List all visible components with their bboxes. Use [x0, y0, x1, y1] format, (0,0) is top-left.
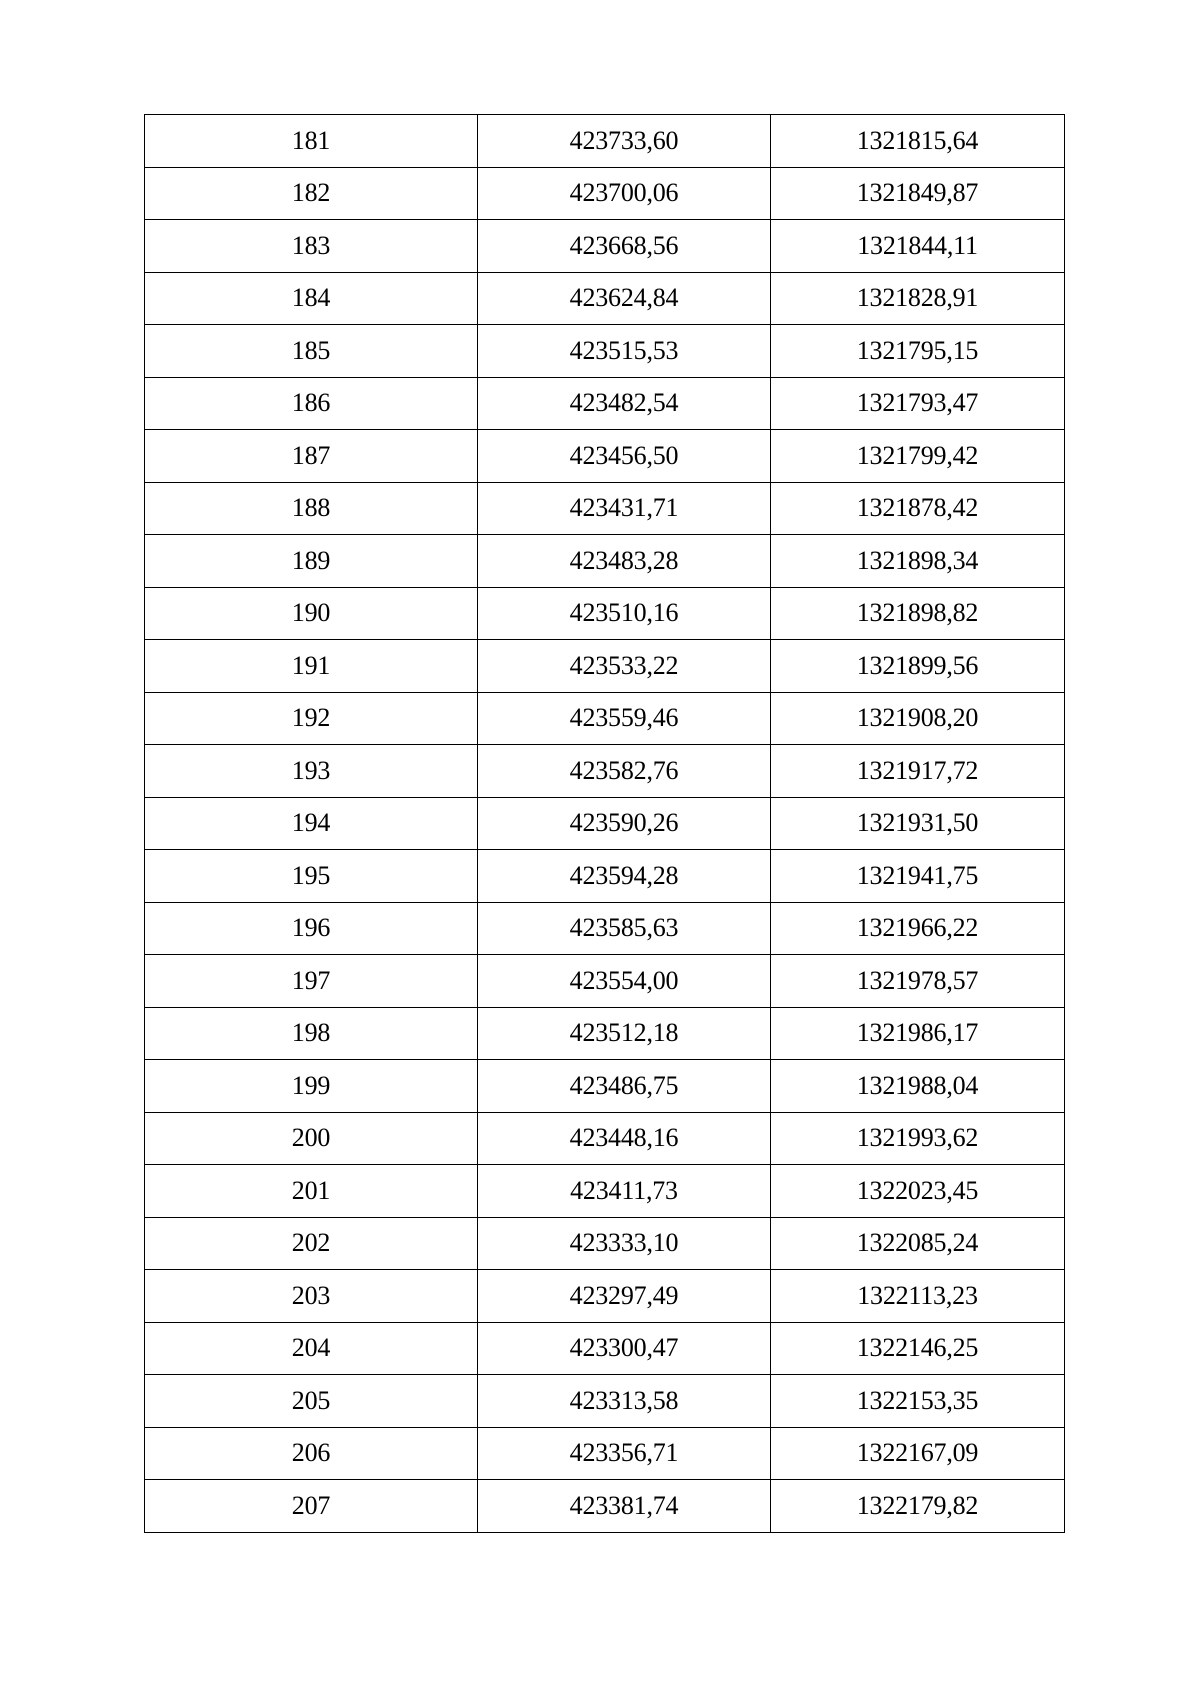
- y-coordinate-cell: 1321941,75: [771, 850, 1065, 903]
- point-number-cell: 195: [145, 850, 478, 903]
- x-coordinate-cell: 423297,49: [478, 1270, 771, 1323]
- point-number-cell: 192: [145, 692, 478, 745]
- point-number-cell: 207: [145, 1480, 478, 1533]
- y-coordinate-cell: 1321793,47: [771, 377, 1065, 430]
- x-coordinate-cell: 423559,46: [478, 692, 771, 745]
- point-number-cell: 200: [145, 1112, 478, 1165]
- table-row: [145, 850, 1065, 903]
- table-row: [145, 640, 1065, 693]
- table-row: [145, 430, 1065, 483]
- table-row: [145, 587, 1065, 640]
- x-coordinate-cell: 423381,74: [478, 1480, 771, 1533]
- table-row: [145, 1165, 1065, 1218]
- table-row: [145, 1427, 1065, 1480]
- table-row: [145, 1270, 1065, 1323]
- y-coordinate-cell: 1321978,57: [771, 955, 1065, 1008]
- y-coordinate-cell: 1322179,82: [771, 1480, 1065, 1533]
- y-coordinate-cell: 1321908,20: [771, 692, 1065, 745]
- table-row: [145, 902, 1065, 955]
- x-coordinate-cell: 423431,71: [478, 482, 771, 535]
- point-number-cell: 190: [145, 587, 478, 640]
- x-coordinate-cell: 423510,16: [478, 587, 771, 640]
- point-number-cell: 191: [145, 640, 478, 693]
- table-row: [145, 1322, 1065, 1375]
- point-number-cell: 196: [145, 902, 478, 955]
- table-row: [145, 167, 1065, 220]
- x-coordinate-cell: 423594,28: [478, 850, 771, 903]
- point-number-cell: 201: [145, 1165, 478, 1218]
- x-coordinate-cell: 423582,76: [478, 745, 771, 798]
- x-coordinate-cell: 423356,71: [478, 1427, 771, 1480]
- point-number-cell: 181: [145, 115, 478, 168]
- y-coordinate-cell: 1321917,72: [771, 745, 1065, 798]
- y-coordinate-cell: 1321966,22: [771, 902, 1065, 955]
- x-coordinate-cell: 423512,18: [478, 1007, 771, 1060]
- table-row: [145, 220, 1065, 273]
- point-number-cell: 189: [145, 535, 478, 588]
- point-number-cell: 187: [145, 430, 478, 483]
- y-coordinate-cell: 1321815,64: [771, 115, 1065, 168]
- table-row: [145, 1007, 1065, 1060]
- x-coordinate-cell: 423554,00: [478, 955, 771, 1008]
- x-coordinate-cell: 423313,58: [478, 1375, 771, 1428]
- table-row: [145, 115, 1065, 168]
- table-row: [145, 692, 1065, 745]
- point-number-cell: 182: [145, 167, 478, 220]
- x-coordinate-cell: 423590,26: [478, 797, 771, 850]
- table-row: [145, 272, 1065, 325]
- table-row: [145, 1217, 1065, 1270]
- y-coordinate-cell: 1322146,25: [771, 1322, 1065, 1375]
- table-row: [145, 535, 1065, 588]
- y-coordinate-cell: 1321986,17: [771, 1007, 1065, 1060]
- y-coordinate-cell: 1322167,09: [771, 1427, 1065, 1480]
- table-row: [145, 955, 1065, 1008]
- y-coordinate-cell: 1322023,45: [771, 1165, 1065, 1218]
- point-number-cell: 203: [145, 1270, 478, 1323]
- x-coordinate-cell: 423486,75: [478, 1060, 771, 1113]
- point-number-cell: 185: [145, 325, 478, 378]
- x-coordinate-cell: 423668,56: [478, 220, 771, 273]
- table-row: [145, 482, 1065, 535]
- point-number-cell: 188: [145, 482, 478, 535]
- x-coordinate-cell: 423456,50: [478, 430, 771, 483]
- x-coordinate-cell: 423483,28: [478, 535, 771, 588]
- point-number-cell: 205: [145, 1375, 478, 1428]
- table-row: [145, 1480, 1065, 1533]
- point-number-cell: 206: [145, 1427, 478, 1480]
- x-coordinate-cell: 423448,16: [478, 1112, 771, 1165]
- coordinates-table-body: [145, 115, 1065, 1533]
- y-coordinate-cell: 1321993,62: [771, 1112, 1065, 1165]
- y-coordinate-cell: 1322113,23: [771, 1270, 1065, 1323]
- y-coordinate-cell: 1322153,35: [771, 1375, 1065, 1428]
- table-row: [145, 1375, 1065, 1428]
- point-number-cell: 184: [145, 272, 478, 325]
- point-number-cell: 202: [145, 1217, 478, 1270]
- point-number-cell: 186: [145, 377, 478, 430]
- y-coordinate-cell: 1321795,15: [771, 325, 1065, 378]
- x-coordinate-cell: 423700,06: [478, 167, 771, 220]
- point-number-cell: 204: [145, 1322, 478, 1375]
- x-coordinate-cell: 423515,53: [478, 325, 771, 378]
- y-coordinate-cell: 1321828,91: [771, 272, 1065, 325]
- table-row: [145, 377, 1065, 430]
- point-number-cell: 199: [145, 1060, 478, 1113]
- point-number-cell: 183: [145, 220, 478, 273]
- x-coordinate-cell: 423533,22: [478, 640, 771, 693]
- y-coordinate-cell: 1321898,34: [771, 535, 1065, 588]
- x-coordinate-cell: 423411,73: [478, 1165, 771, 1218]
- y-coordinate-cell: 1321844,11: [771, 220, 1065, 273]
- x-coordinate-cell: 423733,60: [478, 115, 771, 168]
- x-coordinate-cell: 423482,54: [478, 377, 771, 430]
- y-coordinate-cell: 1321898,82: [771, 587, 1065, 640]
- point-number-cell: 197: [145, 955, 478, 1008]
- point-number-cell: 193: [145, 745, 478, 798]
- y-coordinate-cell: 1321988,04: [771, 1060, 1065, 1113]
- x-coordinate-cell: 423333,10: [478, 1217, 771, 1270]
- x-coordinate-cell: 423624,84: [478, 272, 771, 325]
- y-coordinate-cell: 1321931,50: [771, 797, 1065, 850]
- point-number-cell: 198: [145, 1007, 478, 1060]
- table-row: [145, 745, 1065, 798]
- table-row: [145, 325, 1065, 378]
- x-coordinate-cell: 423300,47: [478, 1322, 771, 1375]
- y-coordinate-cell: 1321799,42: [771, 430, 1065, 483]
- coordinates-table: [144, 114, 1065, 1533]
- y-coordinate-cell: 1321849,87: [771, 167, 1065, 220]
- table-row: [145, 1060, 1065, 1113]
- table-row: [145, 1112, 1065, 1165]
- y-coordinate-cell: 1322085,24: [771, 1217, 1065, 1270]
- y-coordinate-cell: 1321899,56: [771, 640, 1065, 693]
- x-coordinate-cell: 423585,63: [478, 902, 771, 955]
- table-row: [145, 797, 1065, 850]
- point-number-cell: 194: [145, 797, 478, 850]
- y-coordinate-cell: 1321878,42: [771, 482, 1065, 535]
